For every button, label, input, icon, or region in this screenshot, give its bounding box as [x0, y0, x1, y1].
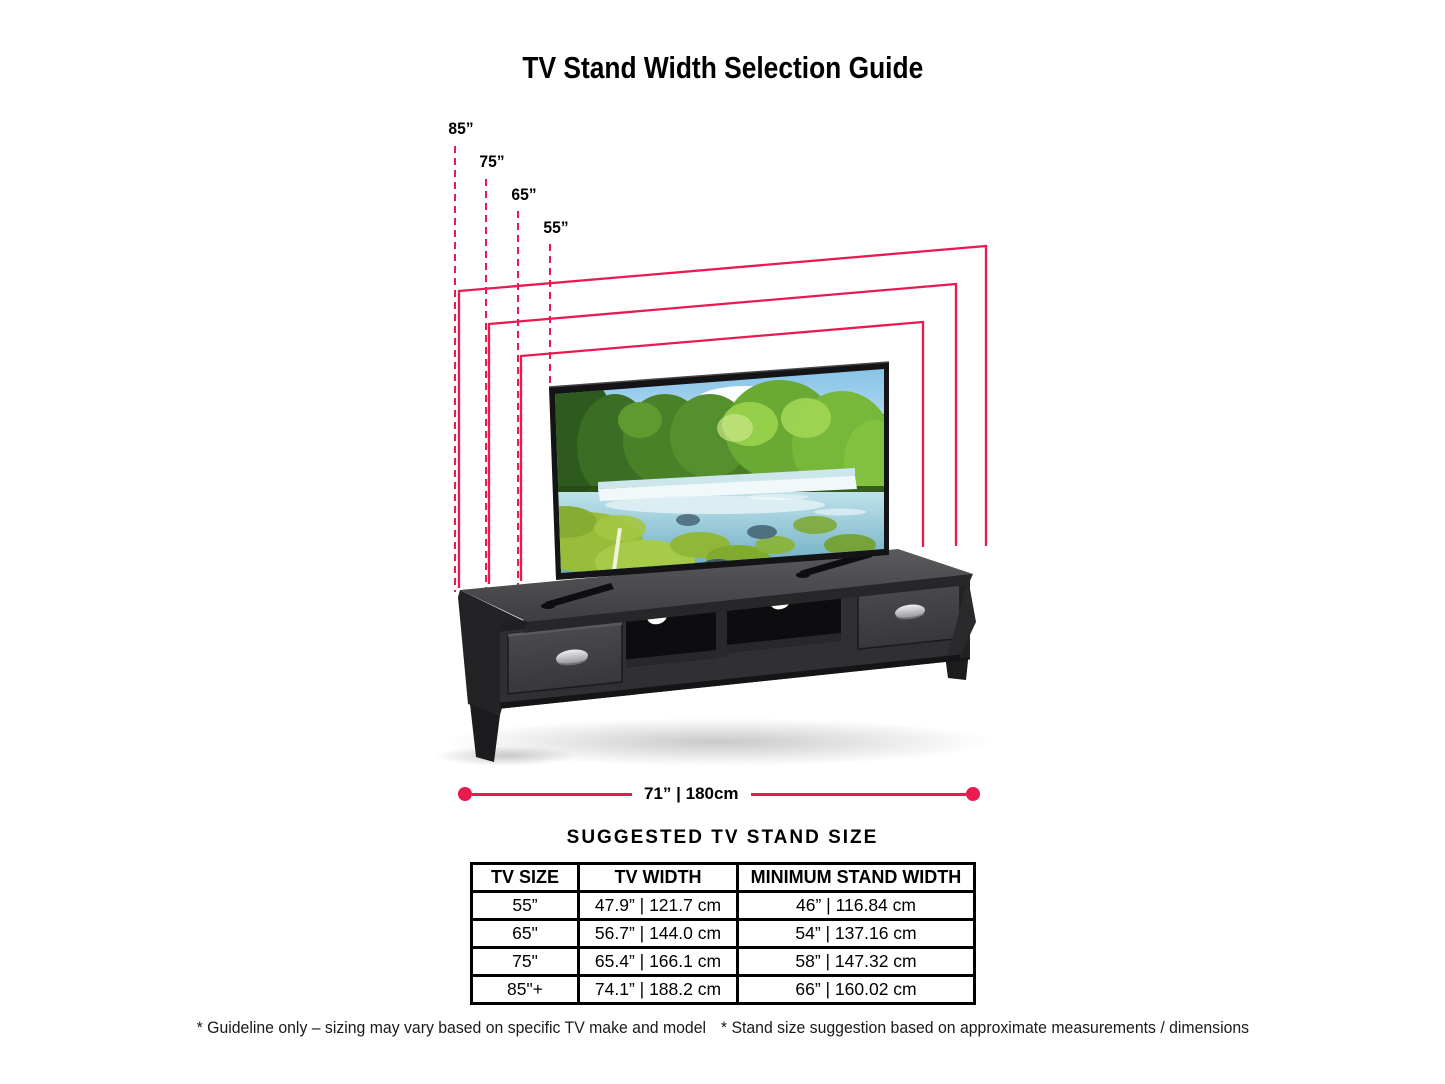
col-header-tv-width: TV WIDTH: [579, 864, 738, 892]
measure-dot-right: [966, 787, 980, 801]
col-header-tv-size: TV SIZE: [472, 864, 579, 892]
table-heading: SUGGESTED TV STAND SIZE: [566, 827, 879, 848]
cell-stand-width: 46” | 116.84 cm: [738, 892, 975, 920]
size-label-65: 65”: [511, 185, 537, 204]
measure-line-right: [751, 793, 966, 796]
table-row: [472, 976, 975, 1004]
cell-tv-size: 85"+: [472, 976, 579, 1004]
cell-stand-width: 58” | 147.32 cm: [738, 948, 975, 976]
size-label-75: 75”: [479, 152, 505, 171]
cell-stand-width: 66” | 160.02 cm: [738, 976, 975, 1004]
cell-tv-width: 65.4” | 166.1 cm: [579, 948, 738, 976]
footnote: [0, 1018, 1445, 1038]
table-row: [472, 948, 975, 976]
footnote-guideline: * Guideline only – sizing may vary based on specific TV make and model: [196, 1018, 706, 1037]
table-header-row: [472, 864, 975, 892]
size-leader-lines: [455, 146, 550, 592]
col-header-stand-width: MINIMUM STAND WIDTH: [738, 864, 975, 892]
tv-illustration: [525, 355, 904, 584]
table-row: [472, 892, 975, 920]
measure-line-left: [472, 793, 632, 796]
cell-tv-size: 65": [472, 920, 579, 948]
stand-divider: [716, 609, 727, 658]
measure-label: 71” | 180cm: [644, 784, 739, 803]
cell-tv-size: 75": [472, 948, 579, 976]
stand-width-measurement: [458, 786, 980, 802]
cell-stand-width: 54” | 137.16 cm: [738, 920, 975, 948]
cell-tv-width: 47.9” | 121.7 cm: [579, 892, 738, 920]
cell-tv-size: 55”: [472, 892, 579, 920]
table-row: [472, 920, 975, 948]
size-label-85: 85”: [448, 119, 474, 138]
page-title: TV Stand Width Selection Guide: [522, 50, 923, 85]
size-label-55: 55”: [543, 218, 569, 237]
measure-dot-left: [458, 787, 472, 801]
foot-shadow: [435, 746, 575, 766]
cell-tv-width: 56.7” | 144.0 cm: [579, 920, 738, 948]
cell-tv-width: 74.1” | 188.2 cm: [579, 976, 738, 1004]
size-table: [470, 862, 976, 1005]
footnote-stand-size: * Stand size suggestion based on approximate measurements / dimensions: [720, 1018, 1249, 1037]
